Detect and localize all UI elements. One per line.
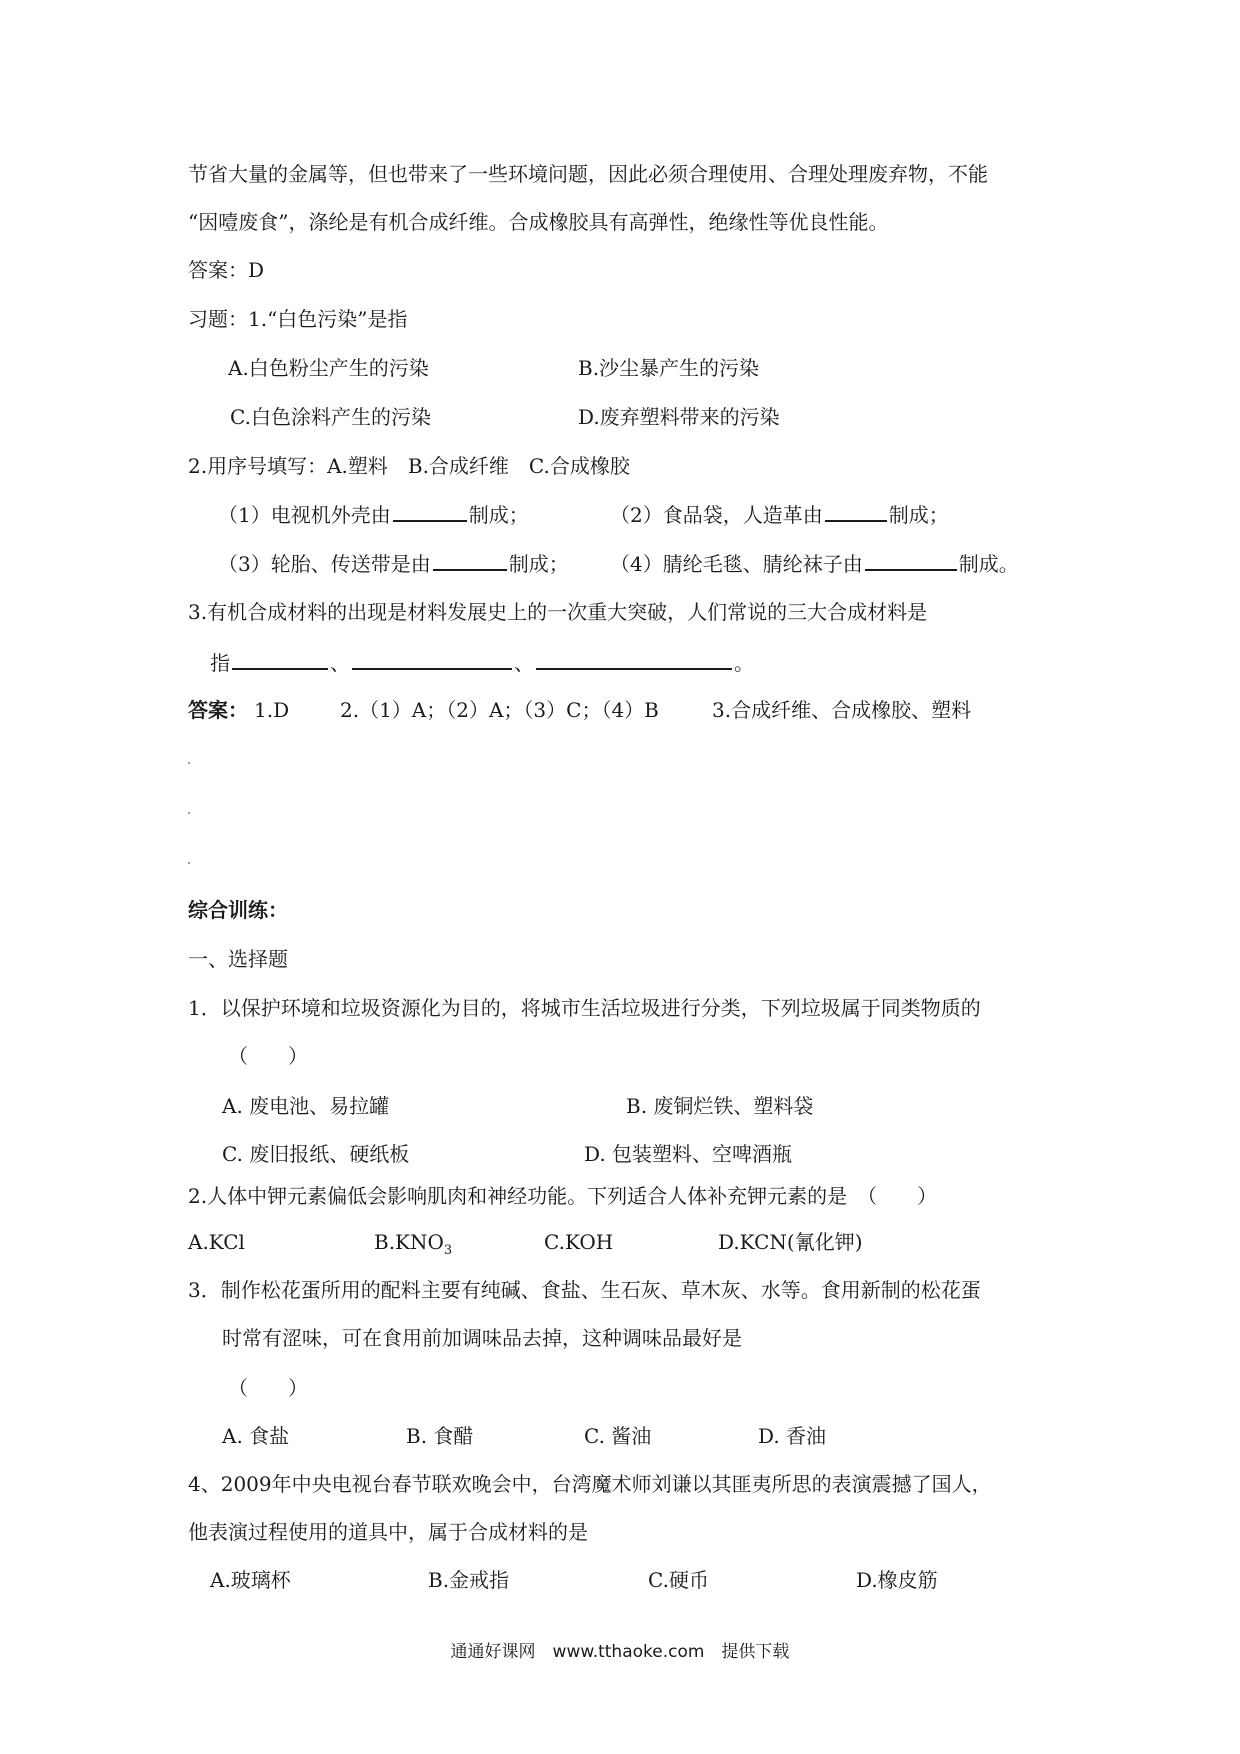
section-title: 一、选择题 — [188, 947, 288, 971]
exercise-3-end: 。 — [734, 651, 754, 675]
question-3-option-d: D. 香油 — [758, 1424, 827, 1448]
speck — [188, 812, 190, 814]
question-4-option-c: C.硬币 — [648, 1568, 709, 1592]
speck — [188, 762, 190, 764]
intro-answer: 答案：D — [188, 258, 265, 282]
question-1-stem: 1．以保护环境和垃圾资源化为目的，将城市生活垃圾进行分类，下列垃圾属于同类物质的 — [188, 996, 981, 1020]
answer-blank[interactable] — [433, 549, 507, 571]
answer-blank[interactable] — [232, 648, 328, 670]
question-3-option-b: B. 食醋 — [406, 1424, 474, 1448]
question-1-option-b: B. 废铜烂铁、塑料袋 — [626, 1094, 814, 1118]
exercise-2-part-2-text: （2）食品袋，人造革由 — [610, 503, 823, 527]
exercise-1-option-b: B.沙尘暴产生的污染 — [578, 356, 760, 380]
page-footer: 通通好课网 www.tthaoke.com 提供下载 — [450, 1642, 790, 1662]
exercise-2-part-3-text: （3）轮胎、传送带是由 — [218, 552, 431, 576]
question-4-stem-2: 他表演过程使用的道具中，属于合成材料的是 — [188, 1520, 588, 1544]
exercise-2-part-3 — [218, 549, 569, 578]
exercise-2-part-2 — [610, 500, 949, 529]
answer-blank[interactable] — [393, 500, 467, 522]
question-3-option-a: A. 食盐 — [222, 1424, 290, 1448]
question-1-paren: （ ） — [228, 1044, 308, 1068]
exercise-1-option-c: C.白色涂料产生的污染 — [230, 405, 431, 429]
question-3-option-c: C. 酱油 — [584, 1424, 652, 1448]
intro-line-2: “因噎废食”，涤纶是有机合成纤维。合成橡胶具有高弹性，绝缘性等优良性能。 — [188, 210, 889, 234]
question-4-option-b: B.金戒指 — [428, 1568, 510, 1592]
intro-line-1: 节省大量的金属等，但也带来了一些环境问题，因此必须合理使用、合理处理废弃物，不能 — [188, 162, 988, 186]
answer-blank[interactable] — [536, 648, 732, 670]
exercise-3-lead: 指 — [210, 651, 230, 675]
answer-3: 3.合成纤维、合成橡胶、塑料 — [712, 698, 972, 722]
question-2-stem: 2.人体中钾元素偏低会影响肌肉和神经功能。下列适合人体补充钾元素的是 （ ） — [188, 1184, 938, 1208]
answer-2: 2.（1）A；（2）A；（3）C；（4）B — [340, 698, 659, 722]
question-2-option-a: A.KCl — [188, 1230, 245, 1254]
exercise-2-part-1-end: 制成； — [468, 503, 529, 527]
question-2-option-b-text: B.KNO — [374, 1230, 444, 1254]
question-3-stem-1: 3．制作松花蛋所用的配料主要有纯碱、食盐、生石灰、草木灰、水等。食用新制的松花蛋 — [188, 1278, 981, 1302]
exercise-1-stem: 习题：1.“白色污染”是指 — [188, 307, 408, 331]
question-4-stem-1: 4、2009年中央电视台春节联欢晚会中，台湾魔术师刘谦以其匪夷所思的表演震撼了国人， — [188, 1472, 992, 1496]
question-2-option-b — [374, 1228, 452, 1265]
question-1-option-a: A. 废电池、易拉罐 — [222, 1094, 390, 1118]
subscript: 3 — [443, 1243, 453, 1258]
exercise-2-part-1-text: （1）电视机外壳由 — [218, 503, 391, 527]
question-4-option-d: D.橡皮筋 — [856, 1568, 938, 1592]
answer-blank[interactable] — [352, 648, 512, 670]
exercise-3-blanks — [210, 648, 754, 677]
question-1-option-d: D. 包装塑料、空啤酒瓶 — [584, 1142, 793, 1166]
question-2-option-d: D.KCN(氰化钾) — [718, 1230, 863, 1254]
exercise-1-option-d: D.废弃塑料带来的污染 — [578, 405, 780, 429]
exercise-2-part-1 — [218, 500, 529, 529]
answers-label: 答案： — [188, 698, 248, 722]
exercise-2-stem: 2.用序号填写：A.塑料 B.合成纤维 C.合成橡胶 — [188, 454, 630, 478]
training-heading: 综合训练： — [188, 898, 288, 922]
answer-blank[interactable] — [865, 549, 957, 571]
exercise-2-part-3-end: 制成； — [508, 552, 569, 576]
question-2-option-c: C.KOH — [544, 1230, 614, 1254]
separator: 、 — [514, 651, 534, 675]
exercise-1-option-a: A.白色粉尘产生的污染 — [228, 356, 429, 380]
exercise-2-part-4-end: 制成。 — [958, 552, 1019, 576]
question-1-option-c: C. 废旧报纸、硬纸板 — [222, 1142, 410, 1166]
exercise-2-part-2-end: 制成； — [888, 503, 949, 527]
separator: 、 — [330, 651, 350, 675]
question-3-paren: （ ） — [228, 1376, 308, 1400]
answer-blank[interactable] — [825, 500, 887, 522]
exercise-3-stem: 3.有机合成材料的出现是材料发展史上的一次重大突破，人们常说的三大合成材料是 — [188, 600, 928, 624]
question-3-stem-2: 时常有涩味，可在食用前加调味品去掉，这种调味品最好是 — [222, 1326, 742, 1350]
exercise-2-part-4 — [610, 549, 1019, 578]
speck — [188, 862, 190, 864]
question-4-option-a: A.玻璃杯 — [210, 1568, 291, 1592]
exercise-2-part-4-text: （4）腈纶毛毯、腈纶袜子由 — [610, 552, 863, 576]
answer-1: 1.D — [254, 698, 290, 722]
